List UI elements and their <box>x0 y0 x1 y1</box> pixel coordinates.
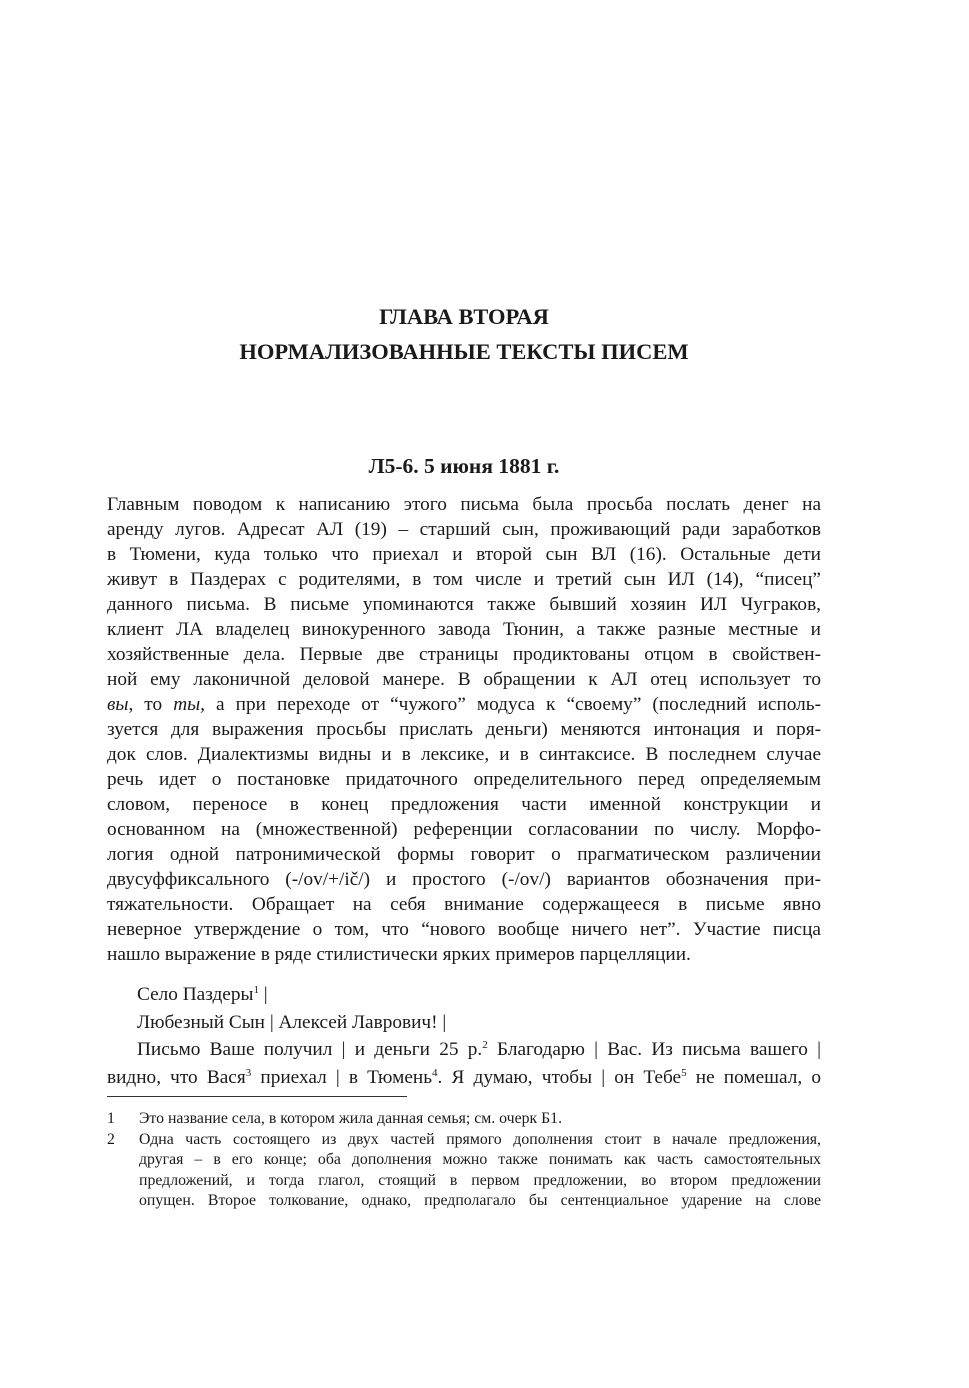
intro-line: Главным поводом к написанию этого письма была просьба послать денег на <box>107 494 821 515</box>
intro-line: неверное утверждение о том, что “нового вообще ничего нет”. Участие писца <box>107 919 821 940</box>
intro-line: клиент ЛА владелец винокуренного завода Тюнин, а также разные местные и <box>107 619 821 640</box>
footnote-line: Это название села, в котором жила данная семья; см. очерк Б1. <box>139 1110 563 1127</box>
intro-line: док слов. Диалектизмы видны и в лексике, и в синтаксисе. В последнем случае <box>107 744 821 765</box>
intro-line: словом, переносе в конец предложения части именной конструкции и <box>107 794 821 815</box>
footnote <box>107 1130 821 1212</box>
footnote <box>107 1109 821 1130</box>
intro-line: ной ему лаконичной деловой манере. В обращении к АЛ отец использует то <box>107 669 821 690</box>
italic-word: ты, <box>173 694 205 715</box>
letter-salutation: Любезный Сын | Алексей Лаврович! | <box>137 1011 447 1033</box>
chapter-title: НОРМАЛИЗОВАННЫЕ ТЕКСТЫ ПИСЕМ <box>239 339 689 364</box>
footnote-line: опущен. Второе толкование, однако, предполагало бы сентенциальное ударение на слове <box>139 1192 821 1209</box>
footnote-ref[interactable]: 3 <box>245 1066 252 1079</box>
chapter-number: ГЛАВА ВТОРАЯ <box>379 304 549 329</box>
footnote-number: 2 <box>107 1130 115 1148</box>
footnote-number: 1 <box>107 1110 115 1127</box>
footnote-line: Одна часть состоящего из двух частей прямого дополнения стоит в начале предложения, <box>139 1130 821 1148</box>
footnote-line: предложений, и тогда глагол, стоящий в первом предложении, во втором предложении <box>139 1171 821 1189</box>
footnote-line: другая – в его конце; оба дополнения можно также понимать как часть самостоятельных <box>139 1151 821 1168</box>
intro-line: тяжательности. Обращает на себя внимание содержащееся в письме явно <box>107 894 821 915</box>
footnotes <box>107 1109 821 1212</box>
intro-line: аренду лугов. Адресат АЛ (19) – старший сын, проживающий ради заработков <box>107 519 821 540</box>
intro-paragraph <box>107 492 821 967</box>
letter-line: Письмо Ваше получил | и деньги 25 р.$^2$ Благодарю | Вас. Из письма вашего | <box>137 1039 821 1060</box>
letter-line: видно, что Вася$^3$ приехал | в Тюмень$^4$. Я думаю, чтобы | он Тебе$^5$ не помешал, о <box>107 1066 821 1088</box>
intro-line: нашло выражение в ряде стилистически ярких примеров парцелляции. <box>107 944 691 965</box>
letter-place-line: Село Паздеры$^1$ | <box>137 984 268 1005</box>
intro-line: логия одной патронимической формы говорит о прагматическом различении <box>107 844 821 865</box>
footnote-ref[interactable]: 4 <box>432 1066 438 1079</box>
intro-line: вы, то ты, а при переходе от “чужого” модуса к “своему” (последний исполь- <box>107 694 822 715</box>
intro-line: зуется для выражения просьбы прислать деньги) меняются интонация и поря- <box>107 719 821 740</box>
letter-heading: Л5-6. 5 июня 1881 г. <box>368 454 560 478</box>
intro-line: речь идет о постановке придаточного определительного перед определяемым <box>107 769 821 790</box>
intro-line: хозяйственные дела. Первые две страницы продиктованы отцом в свойствен- <box>107 644 821 665</box>
intro-line: живут в Паздерах с родителями, в том числе и третий сын ИЛ (14), “писец” <box>107 569 821 590</box>
intro-line: данного письма. В письме упоминаются также бывший хозяин ИЛ Чуграков, <box>107 594 821 615</box>
italic-word: вы <box>107 694 129 715</box>
footnote-ref[interactable]: 1 <box>253 984 259 996</box>
footnote-divider <box>107 1096 407 1097</box>
letter-text <box>107 981 821 1091</box>
footnote-ref[interactable]: 2 <box>482 1039 488 1051</box>
intro-line: в Тюмени, куда только что приехал и второй сын ВЛ (16). Остальные дети <box>107 544 821 565</box>
intro-line: двусуффиксального (-/ov/+/ič/) и простого (-/ov/) вариантов обозначения при- <box>107 869 821 890</box>
intro-line: основанном на (множественной) референции согласовании по числу. Морфо- <box>107 819 821 840</box>
chapter-heading <box>107 299 821 369</box>
footnote-ref[interactable]: 5 <box>681 1066 687 1079</box>
